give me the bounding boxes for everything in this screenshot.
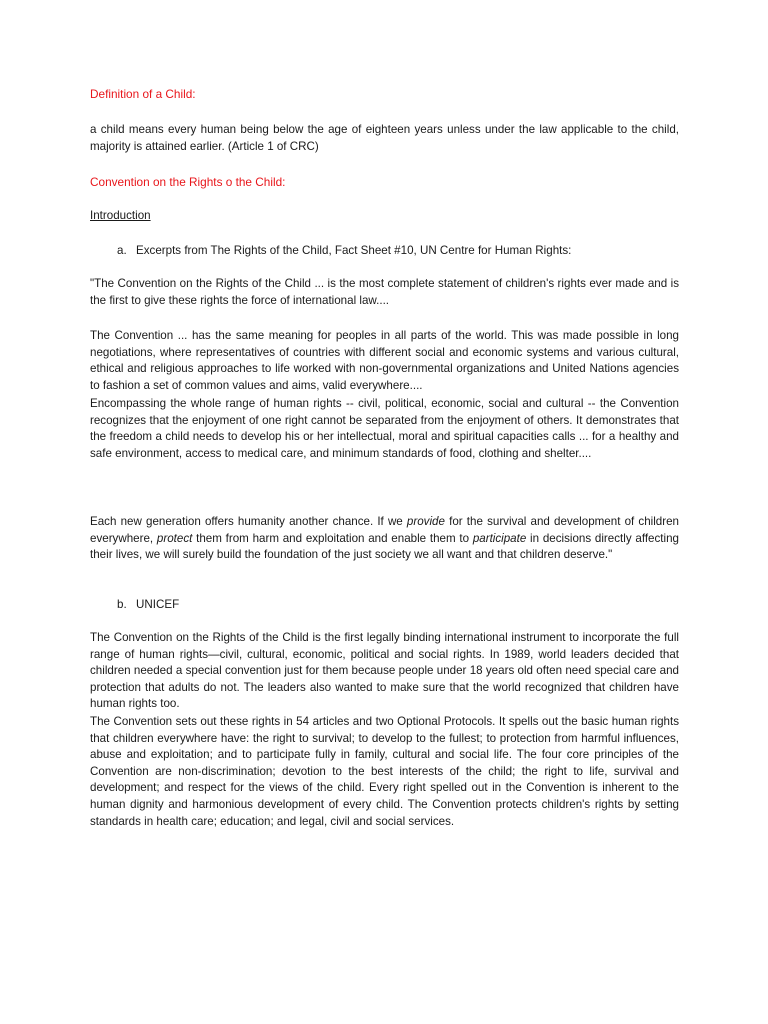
quote-paragraph-3: Encompassing the whole range of human rights -- civil, political, economic, social and cultural -- the Convention recognizes that the enjoyment of one right cannot be separated from the enjoyment of others. It demonstrates that the freedom a child needs to develop his or her intellectual, moral and spiritual capacities calls ... for a healthy and safe environment, access to medical care, and minimum standards of food, clothing and shelter.... <box>90 397 679 460</box>
definition-paragraph: a child means every human being below the age of eighteen years unless under the law applicable to the child, majority is attained earlier. (Article 1 of CRC) <box>90 123 679 153</box>
list-marker-a: a. <box>117 244 127 257</box>
unicef-paragraph-2: The Convention sets out these rights in 54 articles and two Optional Protocols. It spells out the basic human rights that children everywhere have: the right to survival; to develop to the fullest; to protection from harmful influences, abuse and exploitation; and to participate fully in family, cultural and social life. The four core principles of the Convention are non-discrimination; devotion to the best interests of the child; the right to life, survival and development; and respect for the views of the child. Every right spelled out in the Convention is inherent to the human dignity and harmonious development of every child. The Convention protects children's rights by setting standards in health care; education; and legal, civil and social services. <box>90 715 679 828</box>
quote-paragraph-1: "The Convention on the Rights of the Child ... is the most complete statement of children's rights ever made and is the first to give these rights the force of international law.... <box>90 277 679 307</box>
quote-paragraph-2: The Convention ... has the same meaning for peoples in all parts of the world. This was made possible in long negotiations, where representatives of countries with different social and economic systems and various cultural, ethical and religious approaches to life worked with non-governmental organizations and United Nations agencies to fashion a set of common values and aims, valid everywhere.... <box>90 329 679 392</box>
convention-heading: Convention on the Rights o the Child: <box>90 175 286 189</box>
quote-4-part1: Each new generation offers humanity another chance. If we <box>90 515 407 528</box>
quote-4-part3: them from harm and exploitation and enable them to <box>192 531 473 545</box>
introduction-heading: Introduction <box>90 209 151 222</box>
list-item-b-text: UNICEF <box>136 598 180 611</box>
quote-4-part4: in decisions directly affecting their lives, we will surely build the foundation of the just society we all want and that children deserve." <box>90 531 679 562</box>
quote-4-emphasis-participate: participate <box>472 531 527 545</box>
list-item-a-text: Excerpts from The Rights of the Child, Fact Sheet #10, UN Centre for Human Rights: <box>136 244 572 257</box>
quote-4-emphasis-protect: protect <box>156 531 193 545</box>
quote-4-emphasis-provide: provide <box>406 515 445 528</box>
unicef-paragraph-1: The Convention on the Rights of the Child is the first legally binding international instrument to incorporate the full range of human rights—civil, cultural, economic, political and social rights. In 1989, world leaders decided that children needed a special convention just for them because people under 18 years old often need special care and protection that adults do not. The leaders also wanted to make sure that the world recognized that children have human rights too. <box>90 631 679 711</box>
quote-4-part2: for the survival and development of children everywhere, <box>90 515 679 545</box>
list-item-a <box>117 243 571 260</box>
quote-paragraph-4 <box>90 514 679 564</box>
definition-heading: Definition of a Child: <box>90 87 196 101</box>
list-marker-b: b. <box>117 598 127 611</box>
list-item-b <box>117 597 179 614</box>
